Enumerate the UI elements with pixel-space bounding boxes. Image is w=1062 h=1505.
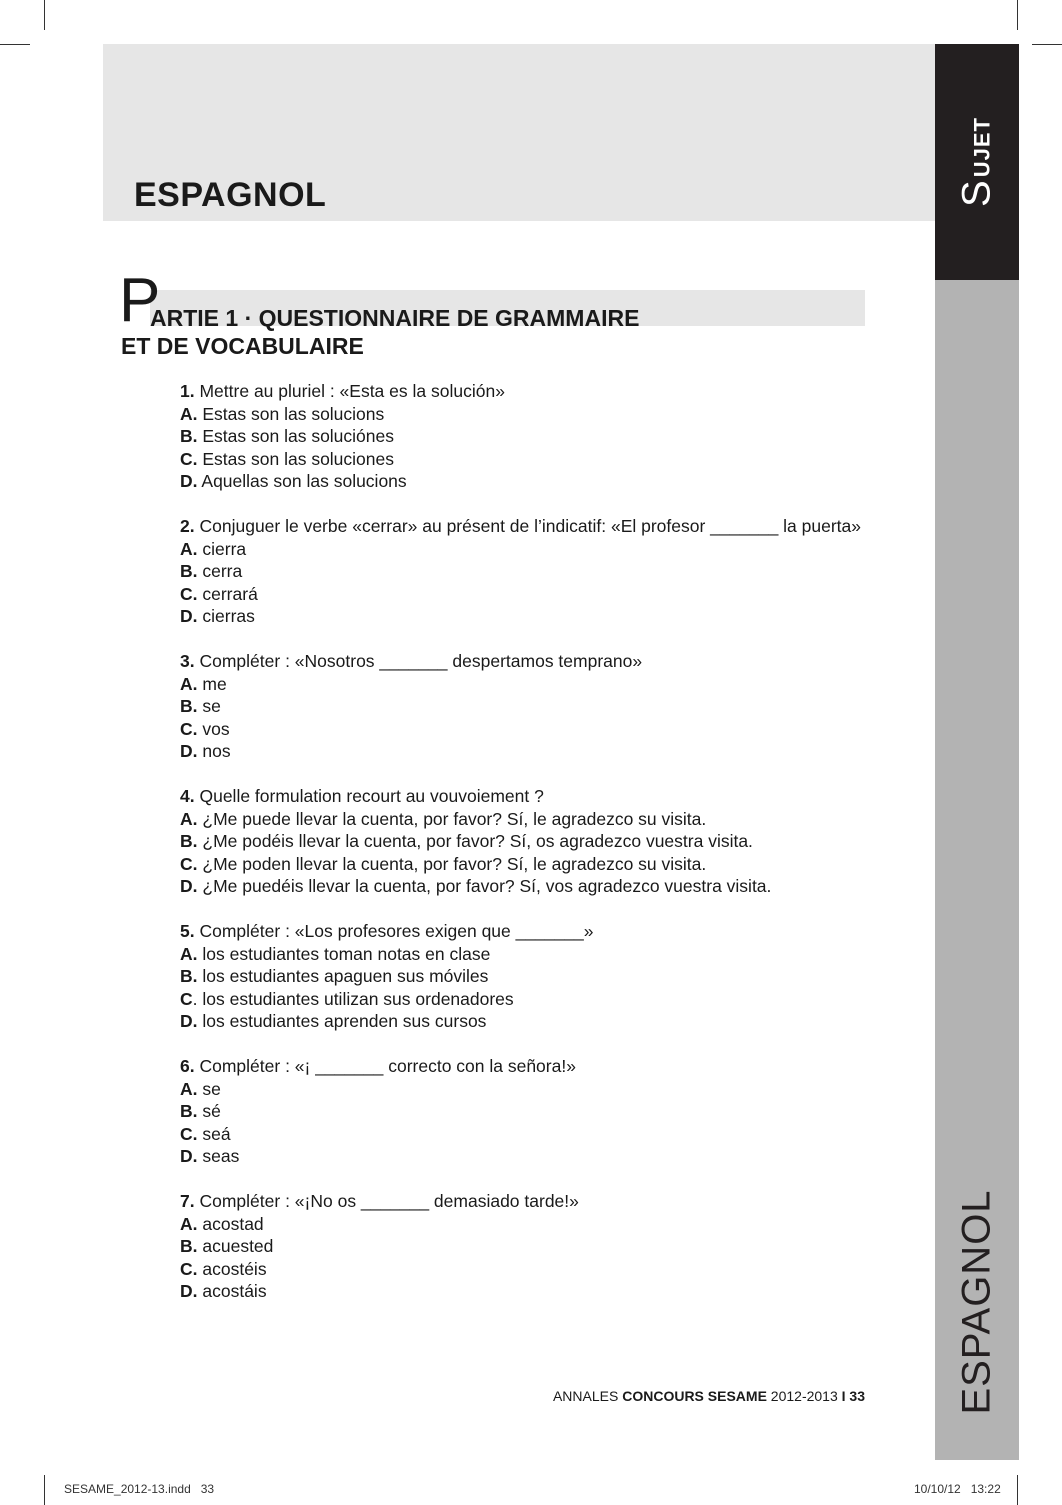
- answer-option: [180, 965, 865, 988]
- option-letter: C: [180, 988, 193, 1009]
- crop-mark: [44, 0, 45, 30]
- option-text: acostáis: [202, 1281, 267, 1301]
- option-text: me: [202, 673, 227, 694]
- option-letter: C.: [180, 1258, 198, 1279]
- answer-option: [180, 808, 865, 831]
- question-text: Compléter : «¡ _______ correcto con la señora!»: [199, 1056, 576, 1076]
- question-number: 2.: [180, 516, 195, 536]
- question-number: 6.: [180, 1056, 195, 1076]
- option-text: cerrará: [202, 583, 258, 604]
- option-text: Estas son las solucions: [202, 403, 385, 424]
- question-stem: [180, 650, 865, 673]
- answer-option: [180, 538, 865, 561]
- option-text: Estas son las soluciones: [202, 448, 395, 469]
- option-text: se: [202, 1078, 221, 1099]
- option-text: cierras: [202, 606, 255, 626]
- option-text: los estudiantes apaguen sus móviles: [202, 966, 489, 986]
- question-number: 3.: [180, 651, 195, 671]
- option-letter: D.: [180, 1281, 198, 1301]
- option-text: seá: [202, 1123, 231, 1144]
- option-text: acostad: [202, 1213, 264, 1234]
- option-text: ¿Me poden llevar la cuenta, por favor? Sí, le agradezco su visita.: [202, 853, 707, 874]
- option-letter: C.: [180, 1123, 198, 1144]
- option-letter: D.: [180, 1011, 198, 1031]
- answer-option: [180, 740, 865, 763]
- answer-option: [180, 1123, 865, 1146]
- answer-option: [180, 1213, 865, 1236]
- option-letter: A.: [180, 673, 198, 694]
- option-letter: B.: [180, 561, 198, 581]
- question-number: 1.: [180, 381, 195, 401]
- question-text: Compléter : «¡No os _______ demasiado tarde!»: [199, 1191, 579, 1211]
- answer-option: [180, 875, 865, 898]
- section-heading-line1: ARTIE 1 · QUESTIONNAIRE DE GRAMMAIRE: [150, 305, 640, 331]
- page-footer: [553, 1388, 865, 1404]
- option-text: nos: [202, 741, 231, 761]
- option-text: ¿Me puedéis llevar la cuenta, por favor? Sí, vos agradezco vuestra visita.: [202, 876, 772, 896]
- question-stem: [180, 1190, 865, 1213]
- question-text: Quelle formulation recourt au vouvoiement ?: [199, 786, 544, 806]
- answer-option: [180, 425, 865, 448]
- crop-mark: [44, 1475, 45, 1505]
- answer-option: [180, 1078, 865, 1101]
- question-stem: [180, 920, 865, 943]
- option-text: acuested: [202, 1236, 274, 1256]
- answer-option: [180, 1100, 865, 1123]
- option-letter: D.: [180, 876, 198, 896]
- option-letter: A.: [180, 943, 198, 964]
- question-number: 7.: [180, 1191, 195, 1211]
- answer-option: [180, 695, 865, 718]
- option-letter: B.: [180, 1236, 198, 1256]
- crop-mark: [1017, 1475, 1018, 1505]
- footer-concours: CONCOURS SESAME: [622, 1388, 767, 1404]
- section-heading-initial: P: [119, 266, 161, 335]
- answer-option: [180, 470, 865, 493]
- footer-page-number: I 33: [841, 1388, 865, 1404]
- side-tab-rest: UJET: [969, 117, 995, 178]
- option-text: ¿Me puede llevar la cuenta, por favor? Sí, le agradezco su visita.: [202, 808, 707, 829]
- answer-option: [180, 943, 865, 966]
- option-letter: D.: [180, 1146, 198, 1166]
- option-letter: A.: [180, 1213, 198, 1234]
- page-title: ESPAGNOL: [134, 176, 327, 214]
- question-stem: [180, 380, 865, 403]
- option-text: se: [202, 696, 221, 716]
- option-letter: B.: [180, 1101, 198, 1121]
- answer-option: [180, 448, 865, 471]
- question-number: 4.: [180, 786, 195, 806]
- option-text: cierra: [202, 538, 247, 559]
- option-text: vos: [202, 718, 230, 739]
- answer-option: [180, 403, 865, 426]
- answer-option: [180, 560, 865, 583]
- side-tab-subject-label: ESPAGNOL: [954, 1189, 999, 1415]
- answer-option: [180, 583, 865, 606]
- option-letter: D.: [180, 606, 198, 626]
- option-text: . los estudiantes utilizan sus ordenadores: [192, 988, 514, 1009]
- option-text: los estudiantes aprenden sus cursos: [202, 1011, 487, 1031]
- answer-option: [180, 1010, 865, 1033]
- question-text: Conjuguer le verbe «cerrar» au présent de l’indicatif: «El profesor _______ la puerta»: [199, 516, 862, 536]
- option-letter: D.: [180, 471, 198, 491]
- option-text: ¿Me podéis llevar la cuenta, por favor? Sí, os agradezco vuestra visita.: [202, 831, 753, 851]
- question-text: Mettre au pluriel : «Esta es la solución»: [199, 381, 505, 401]
- option-letter: B.: [180, 696, 198, 716]
- question-block: [180, 785, 865, 898]
- option-text: los estudiantes toman notas en clase: [202, 943, 491, 964]
- option-text: Estas son las soluciónes: [202, 426, 395, 446]
- section-heading-line2: ET DE VOCABULAIRE: [121, 333, 364, 359]
- side-tab-initial: S: [954, 179, 999, 207]
- question-stem: [180, 515, 865, 538]
- footer-years: 2012-2013: [770, 1388, 838, 1404]
- question-block: [180, 920, 865, 1033]
- answer-option: [180, 853, 865, 876]
- question-block: [180, 515, 865, 628]
- option-text: cerra: [202, 561, 243, 581]
- option-text: Aquellas son las solucions: [201, 471, 407, 491]
- option-text: seas: [202, 1146, 240, 1166]
- option-letter: B.: [180, 966, 198, 986]
- question-stem: [180, 1055, 865, 1078]
- crop-mark: [1032, 44, 1062, 45]
- answer-option: [180, 1235, 865, 1258]
- answer-option: [180, 673, 865, 696]
- question-text: Compléter : «Los profesores exigen que _______»: [199, 921, 594, 941]
- answer-option: [180, 1258, 865, 1281]
- question-number: 5.: [180, 921, 195, 941]
- question-stem: [180, 785, 865, 808]
- answer-option: [180, 605, 865, 628]
- option-letter: B.: [180, 831, 198, 851]
- crop-mark: [1017, 0, 1018, 30]
- slug-date: 10/10/12 13:22: [914, 1482, 1001, 1496]
- question-block: [180, 1190, 865, 1303]
- answer-option: [180, 1145, 865, 1168]
- footer-annales: ANNALES: [552, 1388, 619, 1404]
- option-letter: A.: [180, 538, 198, 559]
- question-block: [180, 650, 865, 763]
- question-text: Compléter : «Nosotros _______ despertamos temprano»: [199, 651, 643, 671]
- option-letter: C.: [180, 583, 198, 604]
- option-letter: A.: [180, 1078, 198, 1099]
- option-letter: C.: [180, 448, 198, 469]
- question-list: [180, 380, 865, 1325]
- answer-option: [180, 988, 865, 1011]
- option-letter: D.: [180, 741, 198, 761]
- option-letter: A.: [180, 403, 198, 424]
- option-letter: C.: [180, 718, 198, 739]
- option-letter: B.: [180, 426, 198, 446]
- slug-file: SESAME_2012-13.indd 33: [64, 1482, 215, 1496]
- option-letter: C.: [180, 853, 198, 874]
- option-letter: A.: [180, 808, 198, 829]
- question-block: [180, 380, 865, 493]
- side-tab-sujet-label: [955, 117, 1000, 207]
- crop-mark: [0, 44, 30, 45]
- question-block: [180, 1055, 865, 1168]
- option-text: sé: [202, 1101, 221, 1121]
- answer-option: [180, 830, 865, 853]
- answer-option: [180, 1280, 865, 1303]
- answer-option: [180, 718, 865, 741]
- option-text: acostéis: [202, 1258, 267, 1279]
